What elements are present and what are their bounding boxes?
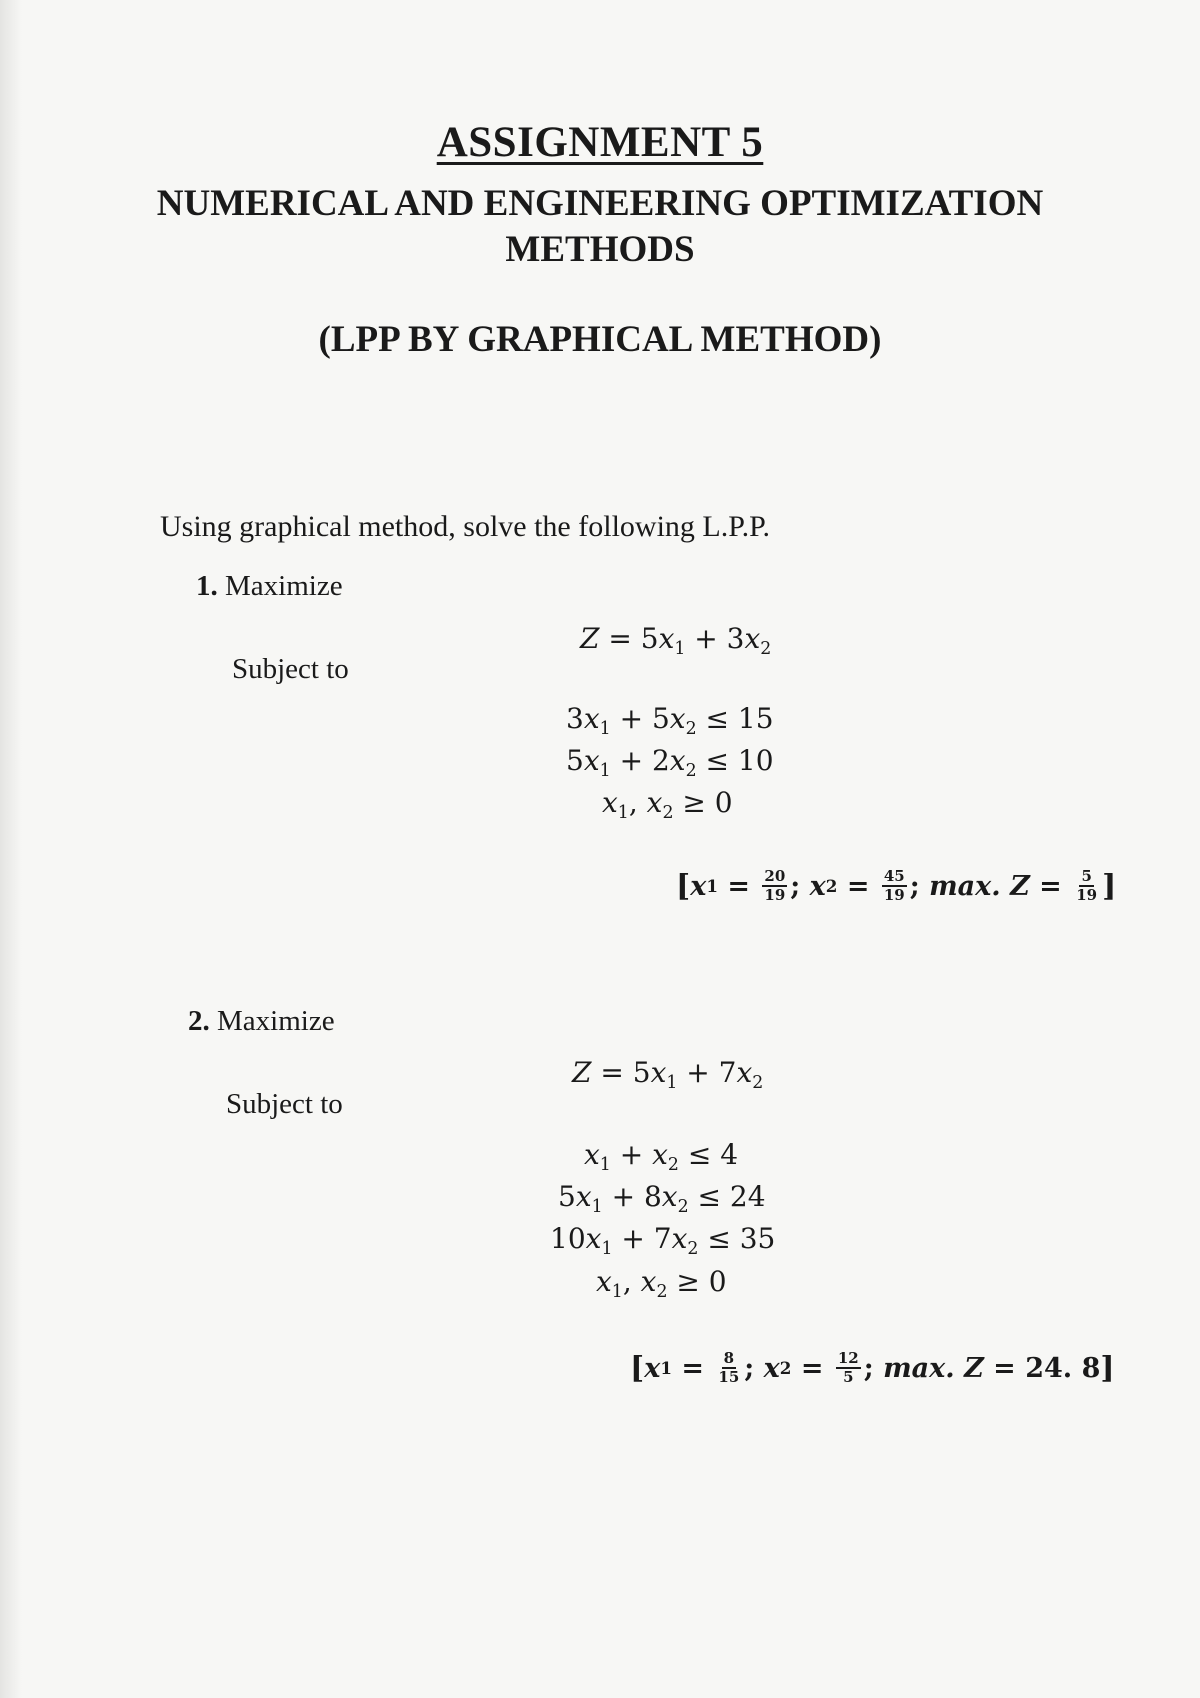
problem-2-constraint-3: $10x_1 + 7x_2 \le 35$: [550, 1222, 776, 1260]
answer-2-z-value: 24. 8: [1025, 1352, 1101, 1384]
course-title-line1: NUMERICAL AND ENGINEERING OPTIMIZATION: [156, 183, 1044, 224]
problem-2-heading: [188, 1005, 335, 1038]
problem-1-constraint-1: $3x_1 + 5x_2 \le 15$: [566, 702, 774, 740]
topic-heading: (LPP BY GRAPHICAL METHOD): [318, 319, 882, 360]
course-title-line2: METHODS: [505, 229, 695, 270]
problem-1-constraint-2: $5x_1 + 2x_2 \le 10$: [566, 744, 774, 782]
problem-2-answer: [ x 1 = $\frac{8}{15}$ ; x 2 = $\frac{12}{5}$ ; max. Z = 24. 8 ]: [630, 1349, 1115, 1387]
problem-2-constraint-1: $x_1 + x_2 \le 4$: [584, 1138, 739, 1176]
problem-2-number: 2.: [188, 1005, 210, 1037]
assignment-title: ASSIGNMENT 5: [436, 119, 764, 166]
problem-1-subject-to: Subject to: [232, 653, 349, 685]
problem-2-objective: $Z = 5x_1 + 7x_2$: [572, 1056, 764, 1094]
problem-1-nonnegativity: $x_1$, $x_2 \ge 0$: [602, 786, 733, 824]
problem-2-constraint-2: $5x_1 + 8x_2 \le 24$: [558, 1180, 766, 1218]
answer-1-x1-fraction: $\frac{20}{19}$: [764, 867, 786, 905]
answer-2-x1-fraction: $\frac{8}{15}$: [718, 1349, 740, 1387]
problem-2-goal: Maximize: [217, 1005, 335, 1037]
problem-2-nonnegativity: $x_1$, $x_2 \ge 0$: [596, 1265, 727, 1303]
answer-1-z-fraction: $\frac{5}{19}$: [1076, 867, 1098, 905]
problem-1-number: 1.: [196, 570, 218, 602]
problem-1-answer: [ x 1 = $\frac{20}{19}$ ; x 2 = $\frac{45}{19}$ ; max. Z = $\frac{5}{19}$ ]: [676, 867, 1117, 905]
answer-2-x2-fraction: $\frac{12}{5}$: [837, 1349, 859, 1387]
problem-1-objective: $Z = 5x_1 + 3x_2$: [580, 622, 772, 660]
answer-1-x2-fraction: $\frac{45}{19}$: [883, 867, 905, 905]
problem-2-subject-to: Subject to: [226, 1088, 343, 1120]
problem-1-goal: Maximize: [225, 570, 343, 602]
problem-1-heading: [196, 570, 343, 603]
instructions: Using graphical method, solve the following L.P.P.: [160, 510, 770, 543]
